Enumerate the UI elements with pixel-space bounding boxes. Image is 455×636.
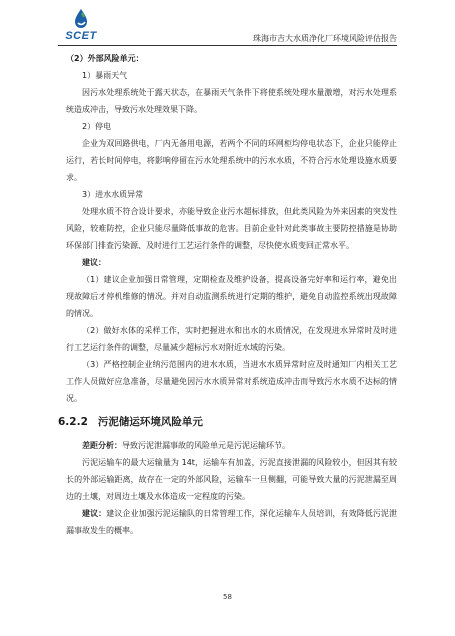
- item2-text: 企业为双回路供电，厂内无备用电源，若两个不同的环网柜均停电状态下，企业只能停止运行，若长时间停电，将影响停留在污水处理系统中的污水水质，不符合污水处理设施水质要求。: [66, 139, 397, 182]
- gap-analysis: [66, 437, 397, 454]
- header-title: 珠海市吉大水质净化厂环境风险评估报告: [253, 34, 397, 43]
- item1-text: 因污水处理系统处于露天状态，在暴雨天气条件下将使系统处理水量激增，对污水处理系统造成冲击，导致污水处理效果下降。: [66, 88, 397, 114]
- external-risk-heading: （2）外部风险单元：: [66, 54, 144, 63]
- logo-drop-icon: [73, 8, 89, 30]
- suggestion-2: （2）做好水体的采样工作，实时把握进水和出水的水质情况，在发现进水异常时及时进行工艺运行条件的调整，尽量减少超标污水对附近水域的污染。: [66, 326, 397, 352]
- header-divider: [58, 45, 397, 46]
- item3-title: 3）进水水质异常: [82, 190, 144, 199]
- sludge-transport-text: 污泥运输车的最大运输量为 14t，运输车有加盖，污泥直接泄漏的风险较小，但因其有较长的外部运输距离，故存在一定的外部风险，运输车一旦侧翻，可能导致大量的污泥泄漏至周边的土壤，对周边土壤及水体造成一定程度的污染。: [66, 458, 397, 501]
- final-suggestion-text: 建议企业加强污泥运输队的日常管理工作，深化运输车人员培训，有效降低污泥泄漏事故发生的概率。: [66, 509, 398, 535]
- item3-text: 处理水质不符合设计要求，亦能导致企业污水超标排放，但此类风险为外来因素的突发性风险，较难防控，企业只能尽量降低事故的危害。目前企业针对此类事故主要防控措施是协助环保部门排查污染源、及时进行工艺运行条件的调整，尽快使水质变回正常水平。: [66, 207, 397, 250]
- page-number: 58: [223, 593, 232, 601]
- gap-analysis-text: 导致污泥泄漏事故的风险单元是污泥运输环节。: [122, 441, 290, 450]
- gap-analysis-label: 差距分析：: [82, 441, 122, 450]
- suggestion-1: （1）建议企业加强日常管理，定期检查及维护设备，提高设备完好率和运行率，避免出现故障后才停机维修的情况。并对自动监测系统进行定期的维护，避免自动监控系统出现故障的情况。: [66, 275, 397, 318]
- item2-title: 2）停电: [82, 122, 112, 131]
- section-number: 6.2.2: [58, 416, 88, 428]
- final-suggestion: [66, 505, 397, 539]
- section-title: 污泥储运环境风险单元: [97, 416, 203, 428]
- suggestion-3: （3）严格控制企业纳污范围内的进水水质，当进水水质异常时应及时通知厂内相关工艺工作人员做好应急准备，尽量避免因污水水质异常对系统造成冲击而导致污水水质不达标的情况。: [66, 360, 397, 403]
- section-heading: [58, 413, 397, 431]
- page-content: [58, 50, 398, 539]
- logo-text: SCET: [65, 30, 97, 42]
- final-suggestion-label: 建议：: [82, 509, 107, 518]
- suggestion-label: 建议：: [82, 258, 106, 267]
- scet-logo: [58, 8, 104, 44]
- item1-title: 1）暴雨天气: [82, 71, 128, 80]
